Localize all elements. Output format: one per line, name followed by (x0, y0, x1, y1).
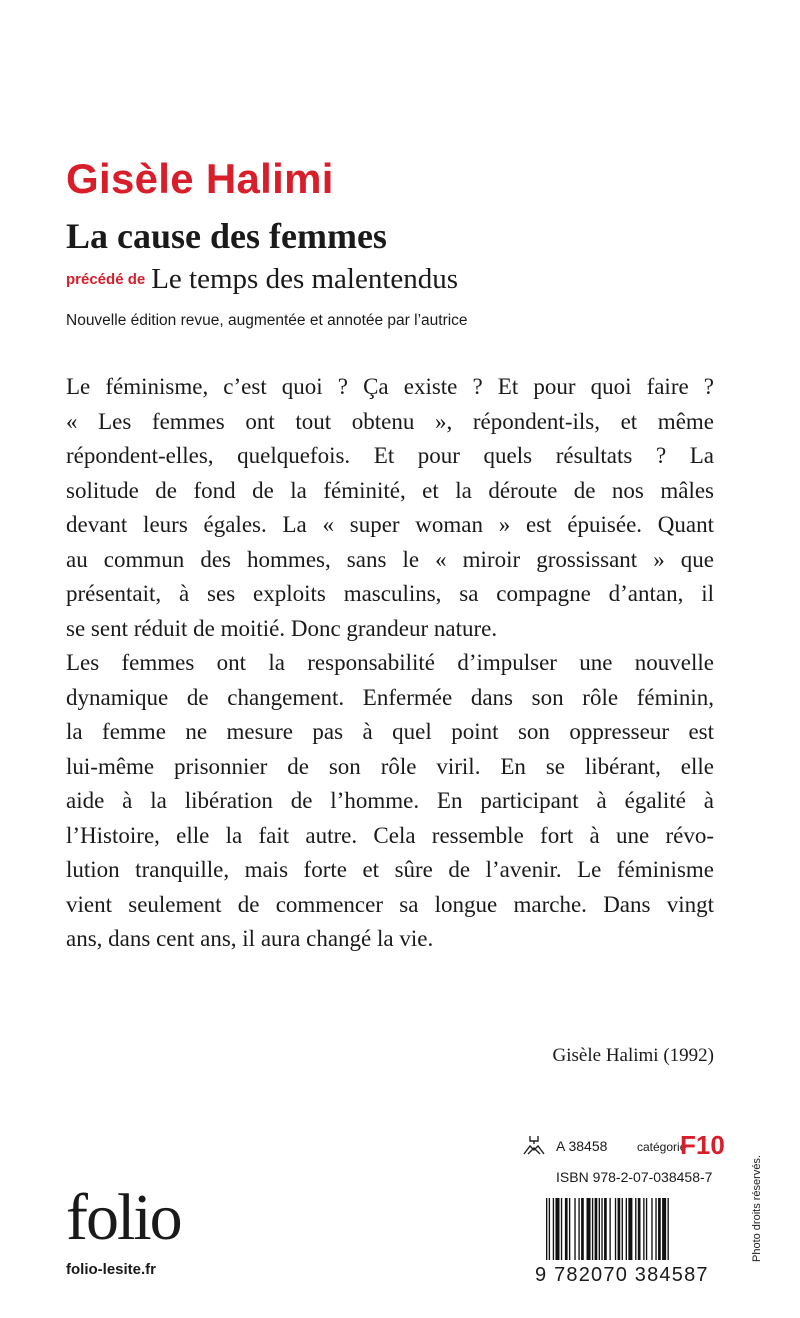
book-title: La cause des femmes (66, 216, 387, 256)
preceded-by (66, 265, 458, 294)
signature: Gisèle Halimi (1992) (552, 1045, 714, 1066)
blurb-paragraph-1 (66, 370, 714, 646)
catalog-number: A 38458 (556, 1138, 608, 1154)
blurb-line: aide à la libération de l’homme. En participant à égalité à (66, 788, 714, 813)
blurb-line: au commun des hommes, sans le « miroir grossissant » que (66, 546, 714, 572)
category-label: catégorie (637, 1140, 687, 1154)
blurb-line: répondent-elles, quelquefois. Et pour quels résultats ? La (66, 443, 714, 468)
blurb-line: l’Histoire, elle la fait autre. Cela ressemble fort à une révo- (66, 822, 714, 848)
website: folio-lesite.fr (66, 1261, 157, 1278)
barcode (546, 1198, 714, 1260)
blurb-paragraph-2 (66, 646, 714, 957)
blurb-line: présentait, à ses exploits masculins, sa compagne d’antan, il (66, 581, 714, 606)
blurb-line: lui-même prisonnier de son rôle viril. En se libérant, elle (66, 753, 714, 779)
photo-rights: Photo droits réservés. (751, 1155, 763, 1262)
blurb-line: se sent réduit de moitié. Donc grandeur nature. (66, 615, 498, 641)
blurb-line: Les femmes ont la responsabilité d’impulser une nouvelle (66, 650, 714, 675)
blurb-line: ans, dans cent ans, il aura changé la vie. (66, 926, 434, 951)
preceded-title: Le temps des malentendus (151, 263, 459, 295)
blurb-line: lution tranquille, mais forte et sûre de l’avenir. Le féminisme (66, 857, 714, 882)
category-code: F10 (680, 1130, 725, 1160)
publisher-logo: folio (66, 1181, 181, 1254)
blurb-line: Le féminisme, c’est quoi ? Ça existe ? Et pour quoi faire ? (66, 374, 714, 399)
preceded-label: précédé de (66, 271, 146, 288)
blurb-line: devant leurs égales. La « super woman » est épuisée. Quant (66, 512, 714, 537)
barcode-number: 9 782070 384587 (535, 1264, 709, 1286)
blurb-line: solitude de fond de la féminité, et la déroute de nos mâles (66, 477, 714, 503)
blurb-line: « Les femmes ont tout obtenu », répondent-ils, et même (66, 408, 714, 434)
author-name: Gisèle Halimi (66, 155, 334, 202)
blurb-line: la femme ne mesure pas à quel point son oppresseur est (66, 719, 714, 744)
publisher-mark-icon (522, 1134, 546, 1156)
edition-note: Nouvelle édition revue, augmentée et annotée par l’autrice (66, 312, 468, 329)
isbn: ISBN 978-2-07-038458-7 (556, 1169, 713, 1185)
blurb (66, 370, 714, 957)
blurb-line: vient seulement de commencer sa longue marche. Dans vingt (66, 891, 714, 917)
blurb-line: dynamique de changement. Enfermée dans son rôle féminin, (66, 684, 714, 710)
